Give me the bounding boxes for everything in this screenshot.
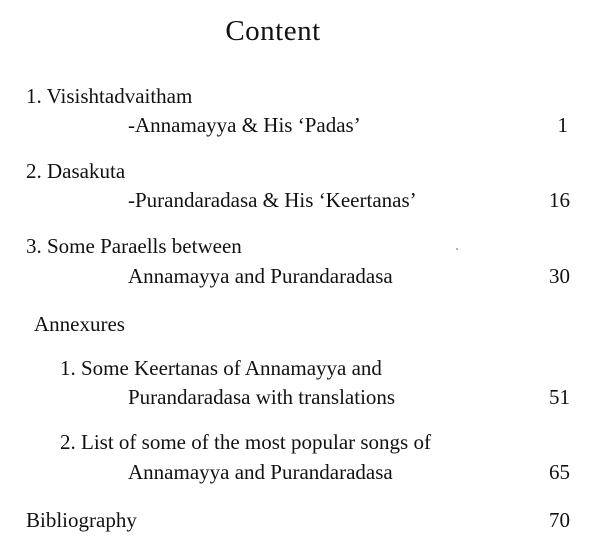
page-title: Content <box>225 15 321 47</box>
entry-2-title: 2. Dasakuta <box>26 159 126 183</box>
entry-1-page-number: 1 <box>557 113 568 137</box>
annexure-2-subtitle: Annamayya and Purandaradasa <box>128 460 393 484</box>
annexure-2-title: 2. List of some of the most popular songs of <box>60 430 431 454</box>
annexure-1-title: 1. Some Keertanas of Annamayya and <box>60 356 382 380</box>
entry-1-subtitle: -Annamayya & His ‘Padas’ <box>128 113 361 137</box>
entry-1-title: 1. Visishtadvaitham <box>26 84 193 108</box>
bibliography-page-number: 70 <box>549 508 570 532</box>
annexure-2-page-number: 65 <box>549 460 570 484</box>
bibliography-label: Bibliography <box>26 508 137 532</box>
entry-3-subtitle: Annamayya and Purandaradasa <box>128 264 393 288</box>
entry-2-page-number: 16 <box>549 188 570 212</box>
entry-3-page-number: 30 <box>549 264 570 288</box>
print-speck <box>456 248 458 250</box>
entry-2-subtitle: -Purandaradasa & His ‘Keertanas’ <box>128 188 417 212</box>
entry-3-title: 3. Some Paraells between <box>26 234 242 258</box>
annexure-1-subtitle: Purandaradasa with translations <box>128 385 396 409</box>
annexure-1-page-number: 51 <box>549 385 570 409</box>
annexures-heading: Annexures <box>34 312 125 336</box>
